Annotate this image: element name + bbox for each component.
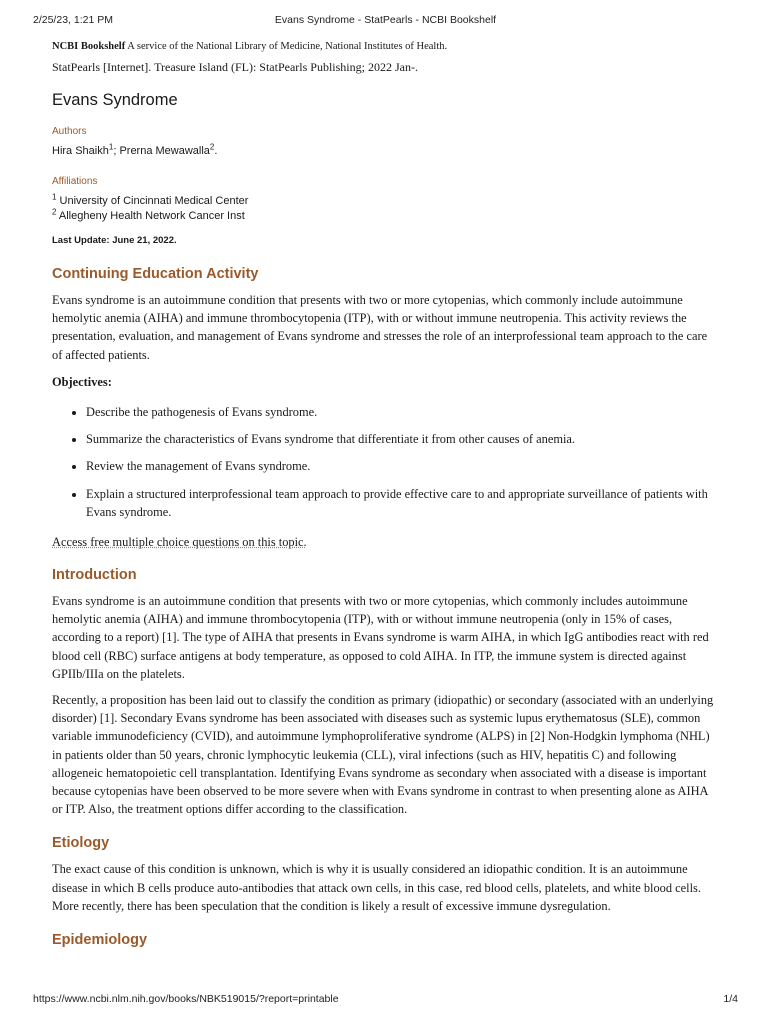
author-separator: ; xyxy=(113,145,120,157)
objectives-label: Objectives: xyxy=(52,374,112,389)
section-heading-introduction: Introduction xyxy=(52,567,137,584)
author-name[interactable]: Hira Shaikh xyxy=(52,145,109,157)
bookshelf-tagline: A service of the National Library of Medicine, National Institutes of Health. xyxy=(127,41,448,52)
bookshelf-banner xyxy=(52,40,716,54)
print-page-number: 1/4 xyxy=(723,993,738,1005)
print-footer xyxy=(33,993,738,1009)
affiliation-text: University of Cincinnati Medical Center xyxy=(59,195,249,207)
access-questions-link[interactable]: Access free multiple choice questions on this topic. xyxy=(52,535,307,550)
cea-paragraph: Evans syndrome is an autoimmune condition that presents with two or more cytopenias, which commonly include autoimmune hemolytic anemia (AIHA) and immune thrombocytopenia (ITP), with or without immune neutropenia. This activity reviews the presentation, evaluation, and management of Evans syndrome and stresses the role of an interprofessional team approach to the care of affected patients. xyxy=(52,293,708,362)
bookshelf-brand: NCBI Bookshelf xyxy=(52,41,126,52)
print-datetime: 2/25/23, 1:21 PM xyxy=(33,14,113,26)
section-heading-continuing-education: Continuing Education Activity xyxy=(52,266,259,282)
print-page-title: Evans Syndrome - StatPearls - NCBI Bookshelf xyxy=(274,14,497,26)
section-heading-epidemiology: Epidemiology xyxy=(52,932,148,949)
authors-list xyxy=(52,144,716,159)
affiliations-list xyxy=(52,194,716,224)
last-update-label: Last Update: xyxy=(52,235,110,246)
citation: StatPearls [Internet]. Treasure Island (FL): StatPearls Publishing; 2022 Jan-. xyxy=(52,60,418,74)
affiliation-item xyxy=(52,209,716,224)
objective-item: • Explain a structured interprofessional team approach to provide effective care to and appropriate surveillance of patients with Evans syndrome. xyxy=(86,485,716,521)
objective-item: • Describe the pathogenesis of Evans syndrome. xyxy=(86,403,716,421)
objective-item: • Summarize the characteristics of Evans syndrome that differentiate it from other causes of anemia. xyxy=(86,430,716,448)
intro-paragraph-1: Evans syndrome is an autoimmune condition that presents with two or more cytopenias, which commonly includes autoimmune hemolytic anemia (AIHA) and immune thrombocytopenia (ITP), with or without immune neutropenia (only in 15% of cases, according to a report) [1]. The type of AIHA that presents in Evans syndrome is warm AIHA, in which IgG antibodies react with red blood cell (RBC) surface antigens at body temperature, as opposed to cold AIHA. In ITP, the immune system is directed against GPIIb/IIIa on the platelets. xyxy=(52,594,709,681)
last-update xyxy=(52,234,716,247)
objective-item: • Review the management of Evans syndrome. xyxy=(86,457,716,475)
page-title: Evans Syndrome xyxy=(52,91,178,109)
etiology-paragraph: The exact cause of this condition is unknown, which is why it is usually considered an idiopathic condition. It is an autoimmune disease in which B cells produce auto-antibodies that attack own cells, in this case, red blood cells, platelets, and white blood cells. More recently, there has been speculation that the condition is likely a result of excessive immune dysregulation. xyxy=(52,862,701,913)
last-update-date: June 21, 2022. xyxy=(112,235,177,246)
affiliations-label: Affiliations xyxy=(52,176,98,187)
print-url: https://www.ncbi.nlm.nih.gov/books/NBK519015/?report=printable xyxy=(33,993,339,1005)
author-separator: . xyxy=(214,145,218,157)
affiliation-text: Allegheny Health Network Cancer Inst xyxy=(58,210,245,222)
authors-label: Authors xyxy=(52,126,87,137)
affiliation-number: 2 xyxy=(52,207,57,217)
print-header xyxy=(33,14,738,30)
author-affil-ref: 1 xyxy=(108,142,114,152)
objectives-list xyxy=(52,403,716,521)
author-affil-ref: 2 xyxy=(209,142,215,152)
affiliation-item xyxy=(52,194,716,209)
affiliation-number: 1 xyxy=(52,192,57,202)
author-name[interactable]: Prerna Mewawalla xyxy=(119,145,210,157)
section-heading-etiology: Etiology xyxy=(52,835,110,852)
document-body xyxy=(52,40,716,949)
intro-paragraph-2: Recently, a proposition has been laid out to classify the condition as primary (idiopathic) or secondary (associated with an underlying disorder) [1]. Secondary Evans syndrome has been associated with diseases such as systemic lupus erythematosus (SLE), common variable immunodeficiency (CVID), and autoimmune lymphoproliferative syndrome (ALPS) in [2] Non-Hodgkin lymphoma (NHL) in patients older than 50 years, chronic lymphocytic leukemia (CLL), viral infections (such as HIV, hepatitis C) and following allogeneic hematopoietic cell transplantation. Identifying Evans syndrome as secondary when associated with a disease is important because cytopenias have been observed to be more severe when with Evans syndrome in contrast to when presenting alone as AIHA or ITP. Also, the treatment options differ according to the classification. xyxy=(52,693,714,817)
